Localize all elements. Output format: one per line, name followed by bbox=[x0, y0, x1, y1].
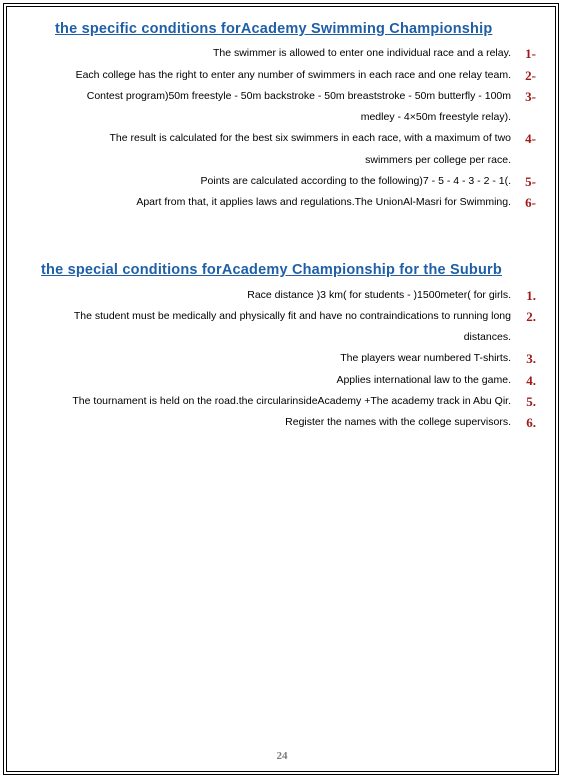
item-number: 4. bbox=[526, 373, 536, 388]
item-text: Each college has the right to enter any number of swimmers in each race and one relay team. bbox=[75, 69, 511, 81]
section2-item-1 bbox=[14, 288, 536, 304]
item-text: Applies international law to the game. bbox=[336, 374, 511, 386]
item-number: 3- bbox=[525, 89, 536, 104]
item-text: Contest program)50m freestyle - 50m backstroke - 50m breaststroke - 50m butterfly - 100m bbox=[86, 90, 511, 102]
item-number: 2. bbox=[526, 309, 536, 324]
item-number: 5. bbox=[526, 394, 536, 409]
item-text: The result is calculated for the best six swimmers in each race, with a maximum of two bbox=[109, 132, 511, 144]
section1-item-1 bbox=[14, 46, 536, 62]
item-text: Points are calculated according to the following)7 - 5 - 4 - 3 - 2 - 1(. bbox=[200, 175, 511, 187]
item-text: The student must be medically and physically fit and have no contraindications to running long bbox=[73, 310, 511, 322]
item-number: 1. bbox=[526, 288, 536, 303]
section2-item-2-continuation bbox=[14, 330, 536, 346]
item-number: 6- bbox=[525, 195, 536, 210]
item-text-continuation: distances. bbox=[463, 331, 511, 343]
section2-item-2 bbox=[14, 309, 536, 325]
section1-item-4 bbox=[14, 131, 536, 147]
item-number: 1- bbox=[525, 46, 536, 61]
item-number: 2- bbox=[525, 68, 536, 83]
item-text: Race distance )3 km( for students - )1500meter( for girls. bbox=[247, 289, 511, 301]
section1-item-4-continuation bbox=[14, 153, 536, 169]
section2-item-6 bbox=[14, 415, 536, 431]
item-text: The swimmer is allowed to enter one individual race and a relay. bbox=[212, 47, 511, 59]
item-text: The players wear numbered T-shirts. bbox=[340, 352, 511, 364]
item-text-continuation: swimmers per college per race. bbox=[365, 154, 511, 166]
item-text: The tournament is held on the road.the circularinsideAcademy +The academy track in Abu Qir. bbox=[72, 395, 511, 407]
section2-item-3 bbox=[14, 351, 536, 367]
section1-heading: the specific conditions forAcademy Swimming Championship bbox=[55, 21, 493, 37]
item-number: 3. bbox=[526, 351, 536, 366]
section1-item-5 bbox=[14, 174, 536, 190]
item-text-continuation: medley - 4×50m freestyle relay). bbox=[360, 111, 511, 123]
section2-item-4 bbox=[14, 373, 536, 389]
section1-item-3-continuation bbox=[14, 110, 536, 126]
section1-item-3 bbox=[14, 89, 536, 105]
section2-item-5 bbox=[14, 394, 536, 410]
item-number: 5- bbox=[525, 174, 536, 189]
item-text: Apart from that, it applies laws and regulations.The UnionAl-Masri for Swimming. bbox=[136, 196, 511, 208]
page-number: 24 bbox=[276, 750, 288, 762]
item-number: 4- bbox=[525, 131, 536, 146]
item-text: Register the names with the college supervisors. bbox=[285, 416, 511, 428]
section1-item-2 bbox=[14, 68, 536, 84]
item-number: 6. bbox=[526, 415, 536, 430]
section1-item-6 bbox=[14, 195, 536, 211]
section2-heading: the special conditions forAcademy Championship for the Suburb bbox=[41, 262, 502, 278]
